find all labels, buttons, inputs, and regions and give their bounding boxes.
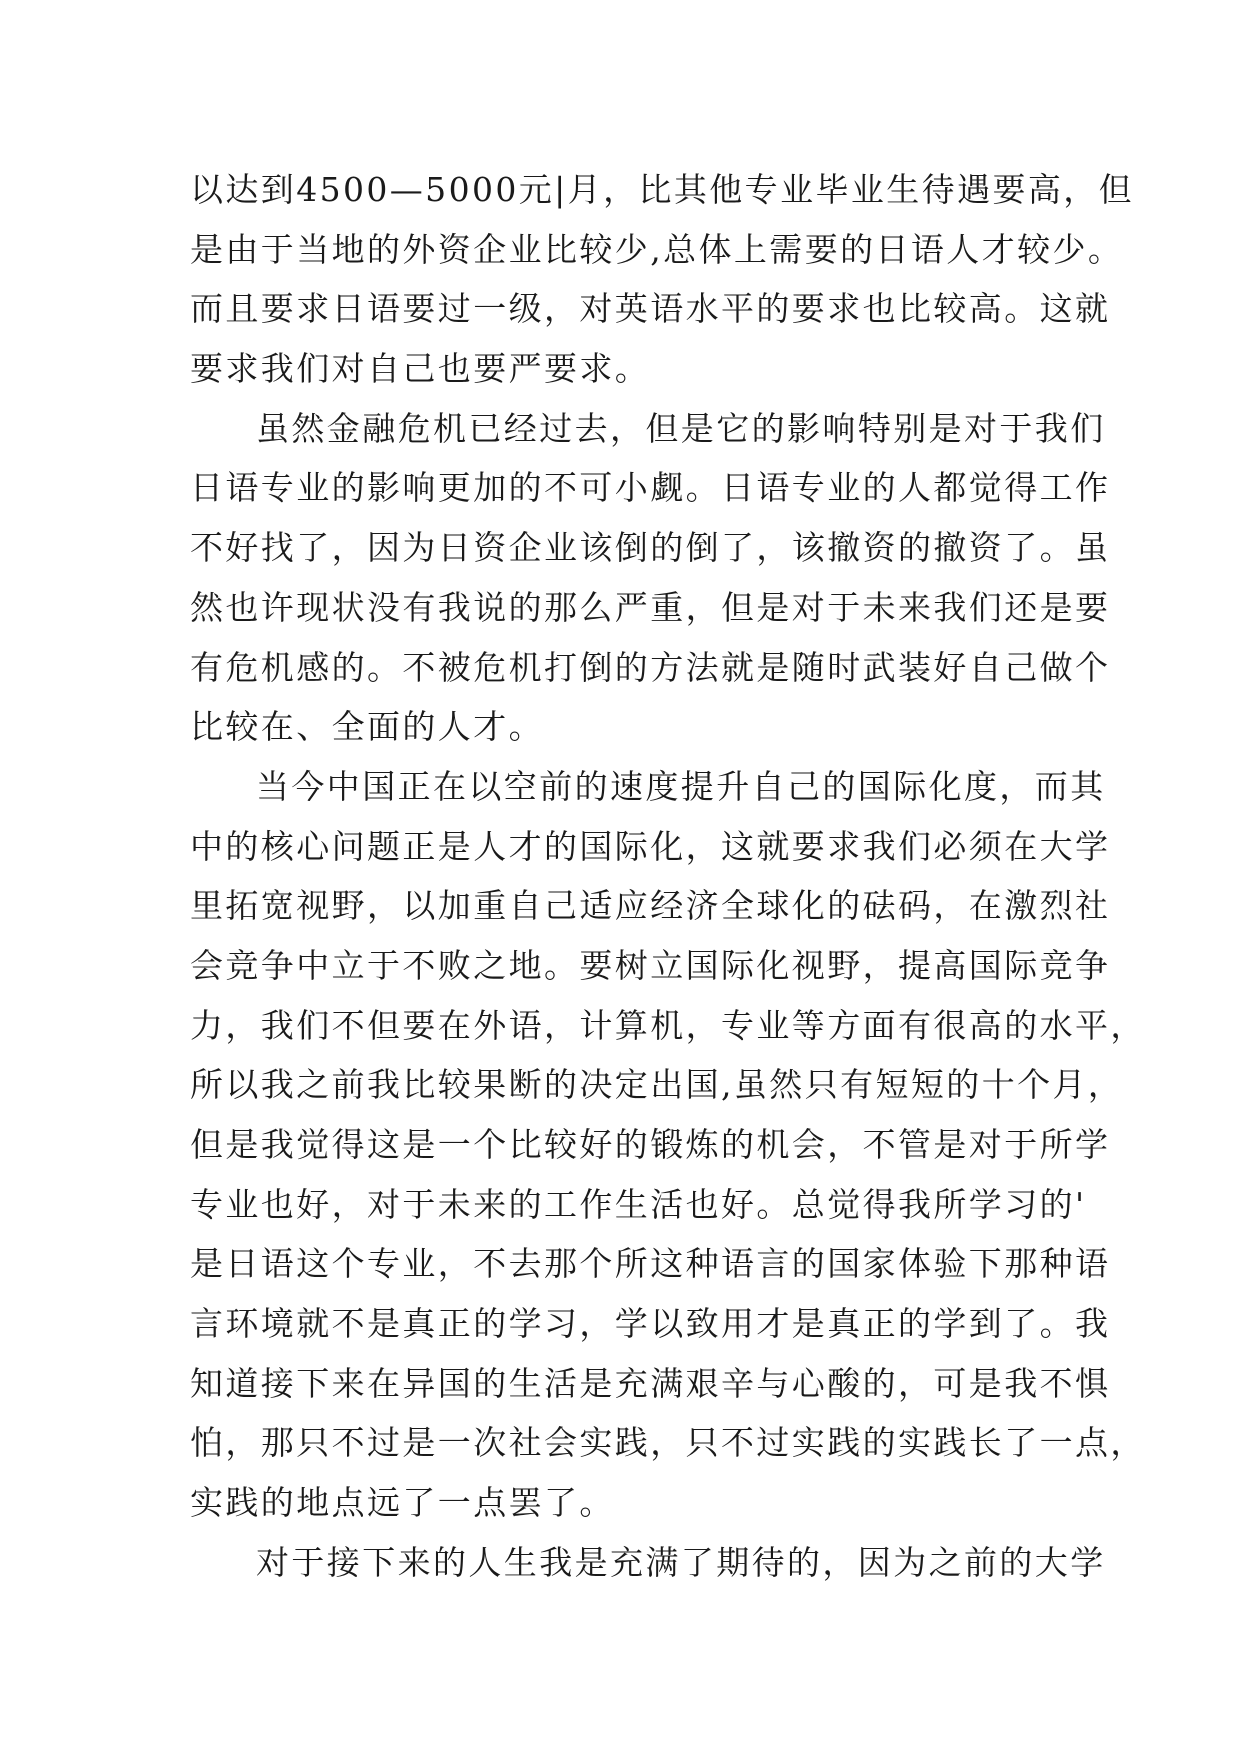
paragraph-first-line: 虽然金融危机已经过去，但是它的影响特别是对于我们 bbox=[256, 408, 1106, 448]
body-text bbox=[190, 160, 1146, 1593]
text-line: 而且要求日语要过一级，对英语水平的要求也比较高。这就 bbox=[190, 289, 1111, 329]
text-line: 力，我们不但要在外语，计算机，专业等方面有很高的水平， bbox=[190, 1005, 1146, 1045]
text-line: 有危机感的。不被危机打倒的方法就是随时武装好自己做个 bbox=[190, 647, 1111, 687]
text-line: 比较在、全面的人才。 bbox=[190, 707, 544, 747]
text-line: 不好找了，因为日资企业该倒的倒了，该撤资的撤资了。虽 bbox=[190, 528, 1111, 568]
text-line: 是由于当地的外资企业比较少,总体上需要的日语人才较少。 bbox=[190, 229, 1124, 269]
text-line: 会竞争中立于不败之地。要树立国际化视野，提高国际竞争 bbox=[190, 945, 1111, 985]
text-line: 是日语这个专业，不去那个所这种语言的国家体验下那种语 bbox=[190, 1244, 1111, 1284]
paragraph-first-line: 对于接下来的人生我是充满了期待的，因为之前的大学 bbox=[256, 1542, 1106, 1582]
text-line: 要求我们对自己也要严要求。 bbox=[190, 349, 651, 389]
text-line: 实践的地点远了一点罢了。 bbox=[190, 1483, 615, 1523]
text-line: 言环境就不是真正的学习，学以致用才是真正的学到了。我 bbox=[190, 1304, 1111, 1344]
paragraph-first-line: 当今中国正在以空前的速度提升自己的国际化度，而其 bbox=[256, 766, 1106, 806]
text-line: 以达到4500—5000元|月，比其他专业毕业生待遇要高，但 bbox=[190, 170, 1135, 209]
text-line: 专业也好，对于未来的工作生活也好。总觉得我所学习的' bbox=[190, 1184, 1087, 1224]
text-line: 怕，那只不过是一次社会实践，只不过实践的实践长了一点， bbox=[190, 1423, 1146, 1463]
text-line: 但是我觉得这是一个比较好的锻炼的机会，不管是对于所学 bbox=[190, 1125, 1111, 1164]
text-line: 所以我之前我比较果断的决定出国,虽然只有短短的十个月， bbox=[190, 1065, 1124, 1105]
text-line: 里拓宽视野，以加重自己适应经济全球化的砝码，在激烈社 bbox=[190, 886, 1111, 926]
text-line: 日语专业的影响更加的不可小觑。日语专业的人都觉得工作 bbox=[190, 468, 1111, 508]
text-line: 知道接下来在异国的生活是充满艰辛与心酸的，可是我不惧 bbox=[190, 1363, 1111, 1403]
text-line: 中的核心问题正是人才的国际化，这就要求我们必须在大学 bbox=[190, 826, 1111, 866]
text-line: 然也许现状没有我说的那么严重，但是对于未来我们还是要 bbox=[190, 587, 1111, 627]
